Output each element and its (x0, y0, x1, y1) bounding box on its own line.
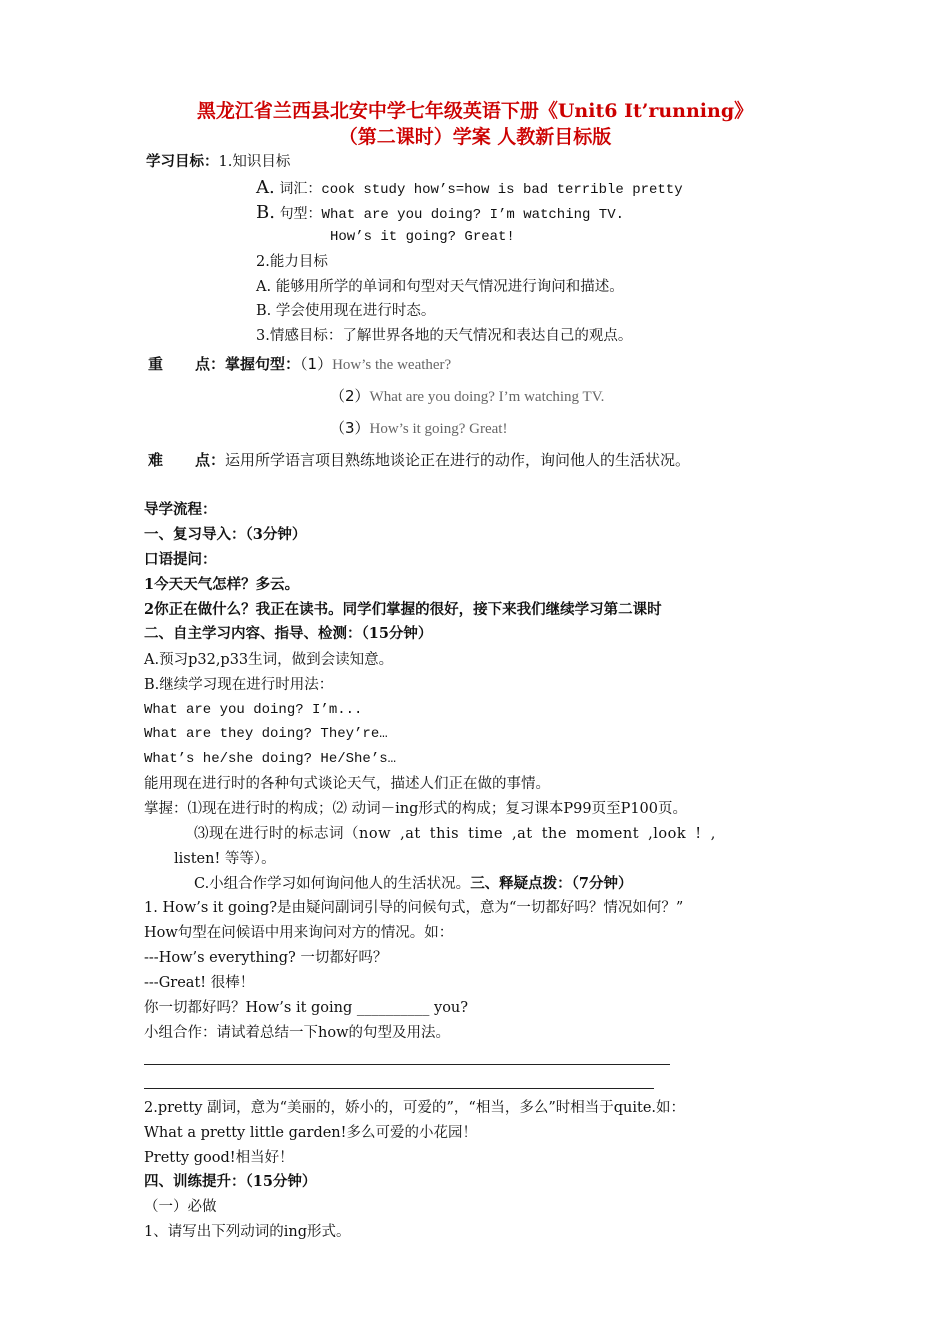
difficulty-label-1: 难 (148, 451, 164, 469)
fill-blank: 你一切都好吗？How’s it going __________ you? (144, 1000, 469, 1016)
keypoints-label-1: 重 (148, 355, 164, 373)
master-text: 掌握：⑴现在进行时的构成；⑵ 动词－ing形式的构成；复习课本P99页至P100页。 (144, 801, 688, 817)
knowledge-objective: 1.知识目标 (218, 154, 291, 170)
flow-heading: 导学流程： (144, 501, 217, 518)
item-c-row (194, 874, 633, 894)
title-line-1: 黑龙江省兰西县北安中学七年级英语下册《Unit6 It’running》 (196, 100, 754, 122)
oral-heading: 口语提问： (144, 551, 217, 568)
ability-objective: 2.能力目标 (256, 254, 328, 270)
section-2-heading: 二、自主学习内容、指导、检测：（15分钟） (144, 625, 433, 642)
point-1: 1. How’s it going?是由疑问副词引导的问候句式，意为“一切都好吗？情况如何？” (144, 900, 684, 916)
must-do-heading: （一）必做 (144, 1199, 217, 1215)
objective-b (256, 203, 624, 225)
oral-question-2: 2你正在做什么？我正在读书。同学们掌握的很好，接下来我们继续学习第二课时 (144, 601, 662, 618)
example-1: What are you doing? I’m... (144, 702, 363, 718)
emotion-objective: 3.情感目标：了解世界各地的天气情况和表达自己的观点。 (256, 328, 633, 344)
dialog-2: ---Great! 很棒！ (144, 975, 255, 991)
ability-a: A. 能够用所学的单词和句型对天气情况进行询问和描述。 (256, 279, 624, 295)
point-2-example-b: Pretty good!相当好！ (144, 1150, 294, 1166)
keypoints-row (148, 354, 451, 375)
section-1-heading: 一、复习导入：（3分钟） (144, 526, 307, 543)
title-line-2: （第二课时）学案 人教新目标版 (338, 126, 612, 148)
item-c: C.小组合作学习如何询问他人的生活状况。 (194, 876, 471, 892)
keypoint-2-row (330, 386, 604, 407)
keypoint-3-number: （3） (330, 419, 370, 437)
ability-b: B. 学会使用现在进行时态。 (256, 303, 436, 319)
keypoint-2: What are you doing? I’m watching TV. (369, 389, 605, 405)
group-task: 小组合作：请试着总结一下how的句型及用法。 (144, 1025, 450, 1041)
section-3-heading: 三、释疑点拨：（7分钟） (470, 875, 633, 892)
answer-line-1 (144, 1064, 670, 1065)
objective-a-text: 词汇：cook study how’s=how is bad terrible pretty (279, 182, 683, 198)
point-2-example-a: What a pretty little garden!多么可爱的小花园！ (144, 1125, 477, 1141)
keypoint-2-number: （2） (330, 387, 370, 405)
item-b: B.继续学习现在进行时用法： (144, 677, 334, 693)
point-2: 2.pretty 副词，意为“美丽的，娇小的，可爱的”，“相当，多么”时相当于quite.如： (144, 1100, 686, 1116)
example-2: What are they doing? They’re… (144, 726, 388, 742)
objectives-label: 学习目标： (146, 153, 219, 170)
oral-question-1: 1今天天气怎样？多云。 (144, 576, 300, 593)
dialog-1: ---How’s everything? 一切都好吗？ (144, 950, 388, 966)
master-text-3: ⑶现在进行时的标志词（now ,at this time ,at the moment ,look ! , (194, 826, 716, 842)
master-text-3b: listen! 等等）。 (174, 851, 276, 867)
usage-text: 能用现在进行时的各种句式谈论天气，描述人们正在做的事情。 (144, 776, 550, 792)
objectives-row (146, 152, 290, 172)
objective-a-letter: A. (256, 177, 275, 198)
objective-a (256, 178, 683, 200)
task-1: 1、请写出下列动词的ing形式。 (144, 1224, 351, 1240)
example-3: What’s he/she doing? He/She’s… (144, 751, 397, 767)
difficulty-row (148, 450, 690, 470)
answer-line-2 (144, 1088, 654, 1089)
keypoint-1: How’s the weather? (332, 357, 452, 373)
keypoint-3-row (330, 418, 507, 439)
keypoint-1-number: （1） (300, 355, 333, 373)
objective-b-text-2: How’s it going? Great! (330, 229, 515, 245)
keypoint-3: How’s it going? Great! (369, 421, 508, 437)
keypoints-label-2: 点：掌握句型： (195, 355, 301, 373)
section-4-heading: 四、训练提升：（15分钟） (144, 1173, 317, 1190)
difficulty-text: 运用所学语言项目熟练地谈论正在进行的动作，询问他人的生活状况。 (225, 451, 691, 469)
objective-b-text: 句型：What are you doing? I’m watching TV. (279, 207, 625, 223)
difficulty-label-2: 点： (195, 451, 226, 469)
point-1b: How句型在问候语中用来询问对方的情况。如： (144, 925, 454, 941)
item-a: A.预习p32,p33生词，做到会读知意。 (144, 652, 394, 668)
objective-b-letter: B. (256, 202, 275, 223)
